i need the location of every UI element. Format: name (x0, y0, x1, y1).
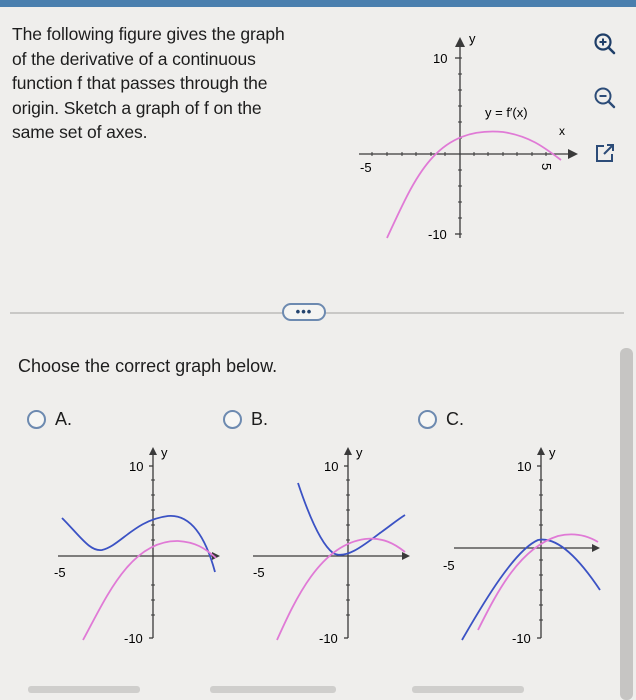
zoom-out-icon[interactable] (592, 85, 618, 111)
zoom-in-icon[interactable] (592, 31, 618, 57)
tick-label-10: 10 (129, 459, 144, 474)
x-tick-label-neg5: -5 (54, 565, 66, 580)
x-axis-arrow (568, 149, 578, 159)
tick-label-10: 10 (324, 459, 339, 474)
y-axis-label: y (469, 31, 476, 46)
tick-label-10: 10 (433, 51, 448, 66)
scrollbar[interactable] (620, 348, 633, 700)
question-line: origin. Sketch a graph of f on the (12, 97, 262, 118)
question-text (12, 22, 342, 145)
x-tick-label-neg5: -5 (253, 565, 265, 580)
derivative-curve (387, 132, 561, 238)
option-label-b: B. (251, 408, 269, 429)
radio-button-c[interactable] (418, 410, 437, 429)
bottom-bar-segment (412, 686, 524, 693)
x-tick-label-5: 5 (539, 163, 554, 171)
tick-label-neg10: -10 (512, 631, 531, 646)
derivative-graph (345, 28, 590, 253)
curve-label: y = f′(x) (485, 105, 528, 120)
question-line: same set of axes. (12, 122, 148, 142)
top-accent-bar (0, 0, 636, 7)
question-line: of the derivative of a continuous (12, 48, 256, 69)
candidate-curve (298, 483, 405, 555)
option-b-graph[interactable] (245, 440, 425, 660)
y-axis-label: y (356, 445, 363, 460)
choose-prompt: Choose the correct graph below. (18, 356, 278, 376)
derivative-curve (277, 539, 405, 640)
option-b[interactable] (223, 407, 268, 431)
x-axis-label: x (559, 124, 565, 138)
y-axis-label: y (549, 445, 556, 460)
x-tick-label-neg5: -5 (443, 558, 455, 573)
derivative-curve (478, 534, 598, 630)
candidate-curve (462, 540, 600, 640)
option-c-graph[interactable] (440, 440, 620, 660)
tick-label-neg10: -10 (319, 631, 338, 646)
y-axis-arrow (455, 37, 465, 47)
question-line: function f that passes through the (12, 73, 268, 93)
option-label-a: A. (55, 408, 73, 429)
tick-label-neg10: -10 (124, 631, 143, 646)
x-tick-label-neg5: -5 (360, 160, 372, 175)
bottom-bar-segment (28, 686, 140, 693)
radio-button-b[interactable] (223, 410, 242, 429)
option-label-c: C. (446, 408, 464, 429)
radio-button-a[interactable] (27, 410, 46, 429)
y-axis-label: y (161, 445, 168, 460)
tick-label-neg10: -10 (428, 227, 447, 242)
show-more-button[interactable]: ••• (282, 303, 326, 321)
question-line: The following figure gives the graph (12, 24, 285, 44)
open-new-window-icon[interactable] (592, 140, 618, 166)
option-c[interactable] (418, 407, 464, 431)
tick-label-10: 10 (517, 459, 532, 474)
option-a[interactable] (27, 407, 72, 431)
bottom-bar-segment (210, 686, 336, 693)
option-a-graph[interactable] (50, 440, 230, 660)
